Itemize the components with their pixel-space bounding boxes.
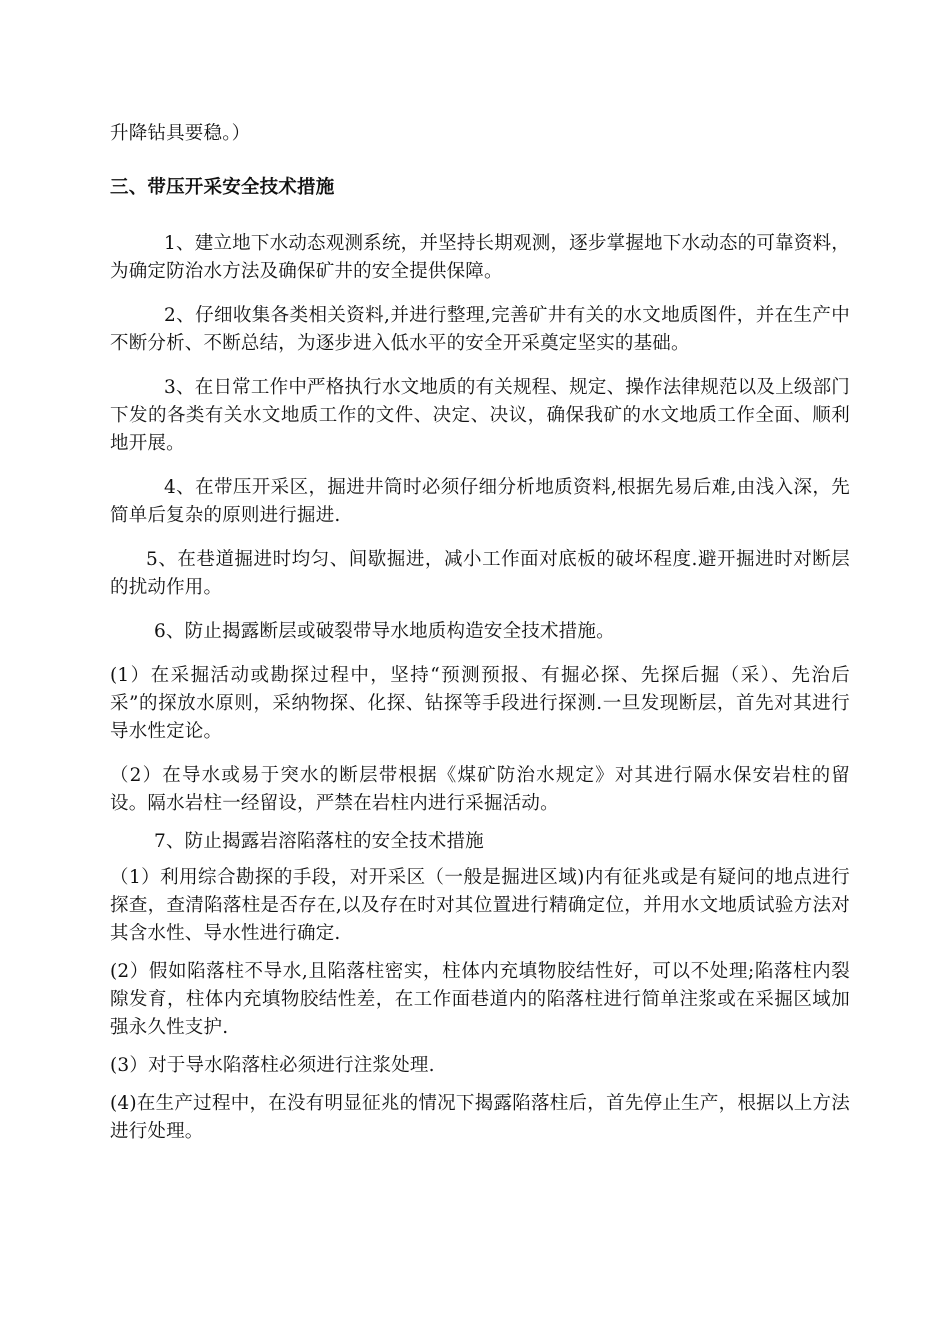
paragraph-4: 4、在带压开采区，掘进井筒时必须仔细分析地质资料,根据先易后难,由浅入深，先简单后复杂的原则进行掘进.: [110, 477, 850, 526]
paragraph-3: 3、在日常工作中严格执行水文地质的有关规程、规定、操作法律规范以及上级部门下发的各类有关水文地质工作的文件、决定、决议，确保我矿的水文地质工作全面、顺利地开展。: [110, 377, 850, 454]
paragraph-5: 5、在巷道掘进时均匀、间歇掘进，减小工作面对底板的破坏程度.避开掘进时对断层的扰动作用。: [110, 549, 850, 598]
paragraph-10: （1）利用综合勘探的手段，对开采区（一般是掘进区域)内有征兆或是有疑问的地点进行探查，查清陷落柱是否存在,以及存在时对其位置进行精确定位，并用水文地质试验方法对其含水性、导水性进行确定.: [110, 867, 850, 944]
paragraph-8: （2）在导水或易于突水的断层带根据《煤矿防治水规定》对其进行隔水保安岩柱的留设。隔水岩柱一经留设，严禁在岩柱内进行采掘活动。: [110, 765, 850, 814]
continuation-line: 升降钻具要稳。）: [110, 123, 251, 144]
paragraph-1: 1、建立地下水动态观测系统，并坚持长期观测，逐步掌握地下水动态的可靠资料，为确定防治水方法及确保矿井的安全提供保障。: [110, 233, 850, 282]
paragraph-11: (2）假如陷落柱不导水,且陷落柱密实，柱体内充填物胶结性好，可以不处理;陷落柱内裂隙发育，柱体内充填物胶结性差，在工作面巷道内的陷落柱进行简单注浆或在采掘区域加强永久性支护.: [110, 961, 850, 1038]
section-heading: 三、带压开采安全技术措施: [110, 177, 335, 198]
document-body: [110, 120, 850, 1146]
paragraph-7: (1）在采掘活动或勘探过程中，坚持“预测预报、有掘必探、先探后掘（采）、先治后采”的探放水原则，采纳物探、化探、钻探等手段进行探测.一旦发现断层，首先对其进行导水性定论。: [110, 665, 850, 742]
paragraph-13: (4)在生产过程中，在没有明显征兆的情况下揭露陷落柱后，首先停止生产，根据以上方法进行处理。: [110, 1093, 850, 1142]
paragraph-9: 7、防止揭露岩溶陷落柱的安全技术措施: [154, 831, 484, 852]
paragraph-2: 2、仔细收集各类相关资料,并进行整理,完善矿井有关的水文地质图件，并在生产中不断分析、不断总结，为逐步进入低水平的安全开采奠定坚实的基础。: [110, 305, 850, 354]
paragraph-6: 6、防止揭露断层或破裂带导水地质构造安全技术措施。: [154, 621, 615, 642]
paragraph-12: (3）对于导水陷落柱必须进行注浆处理.: [110, 1055, 435, 1076]
